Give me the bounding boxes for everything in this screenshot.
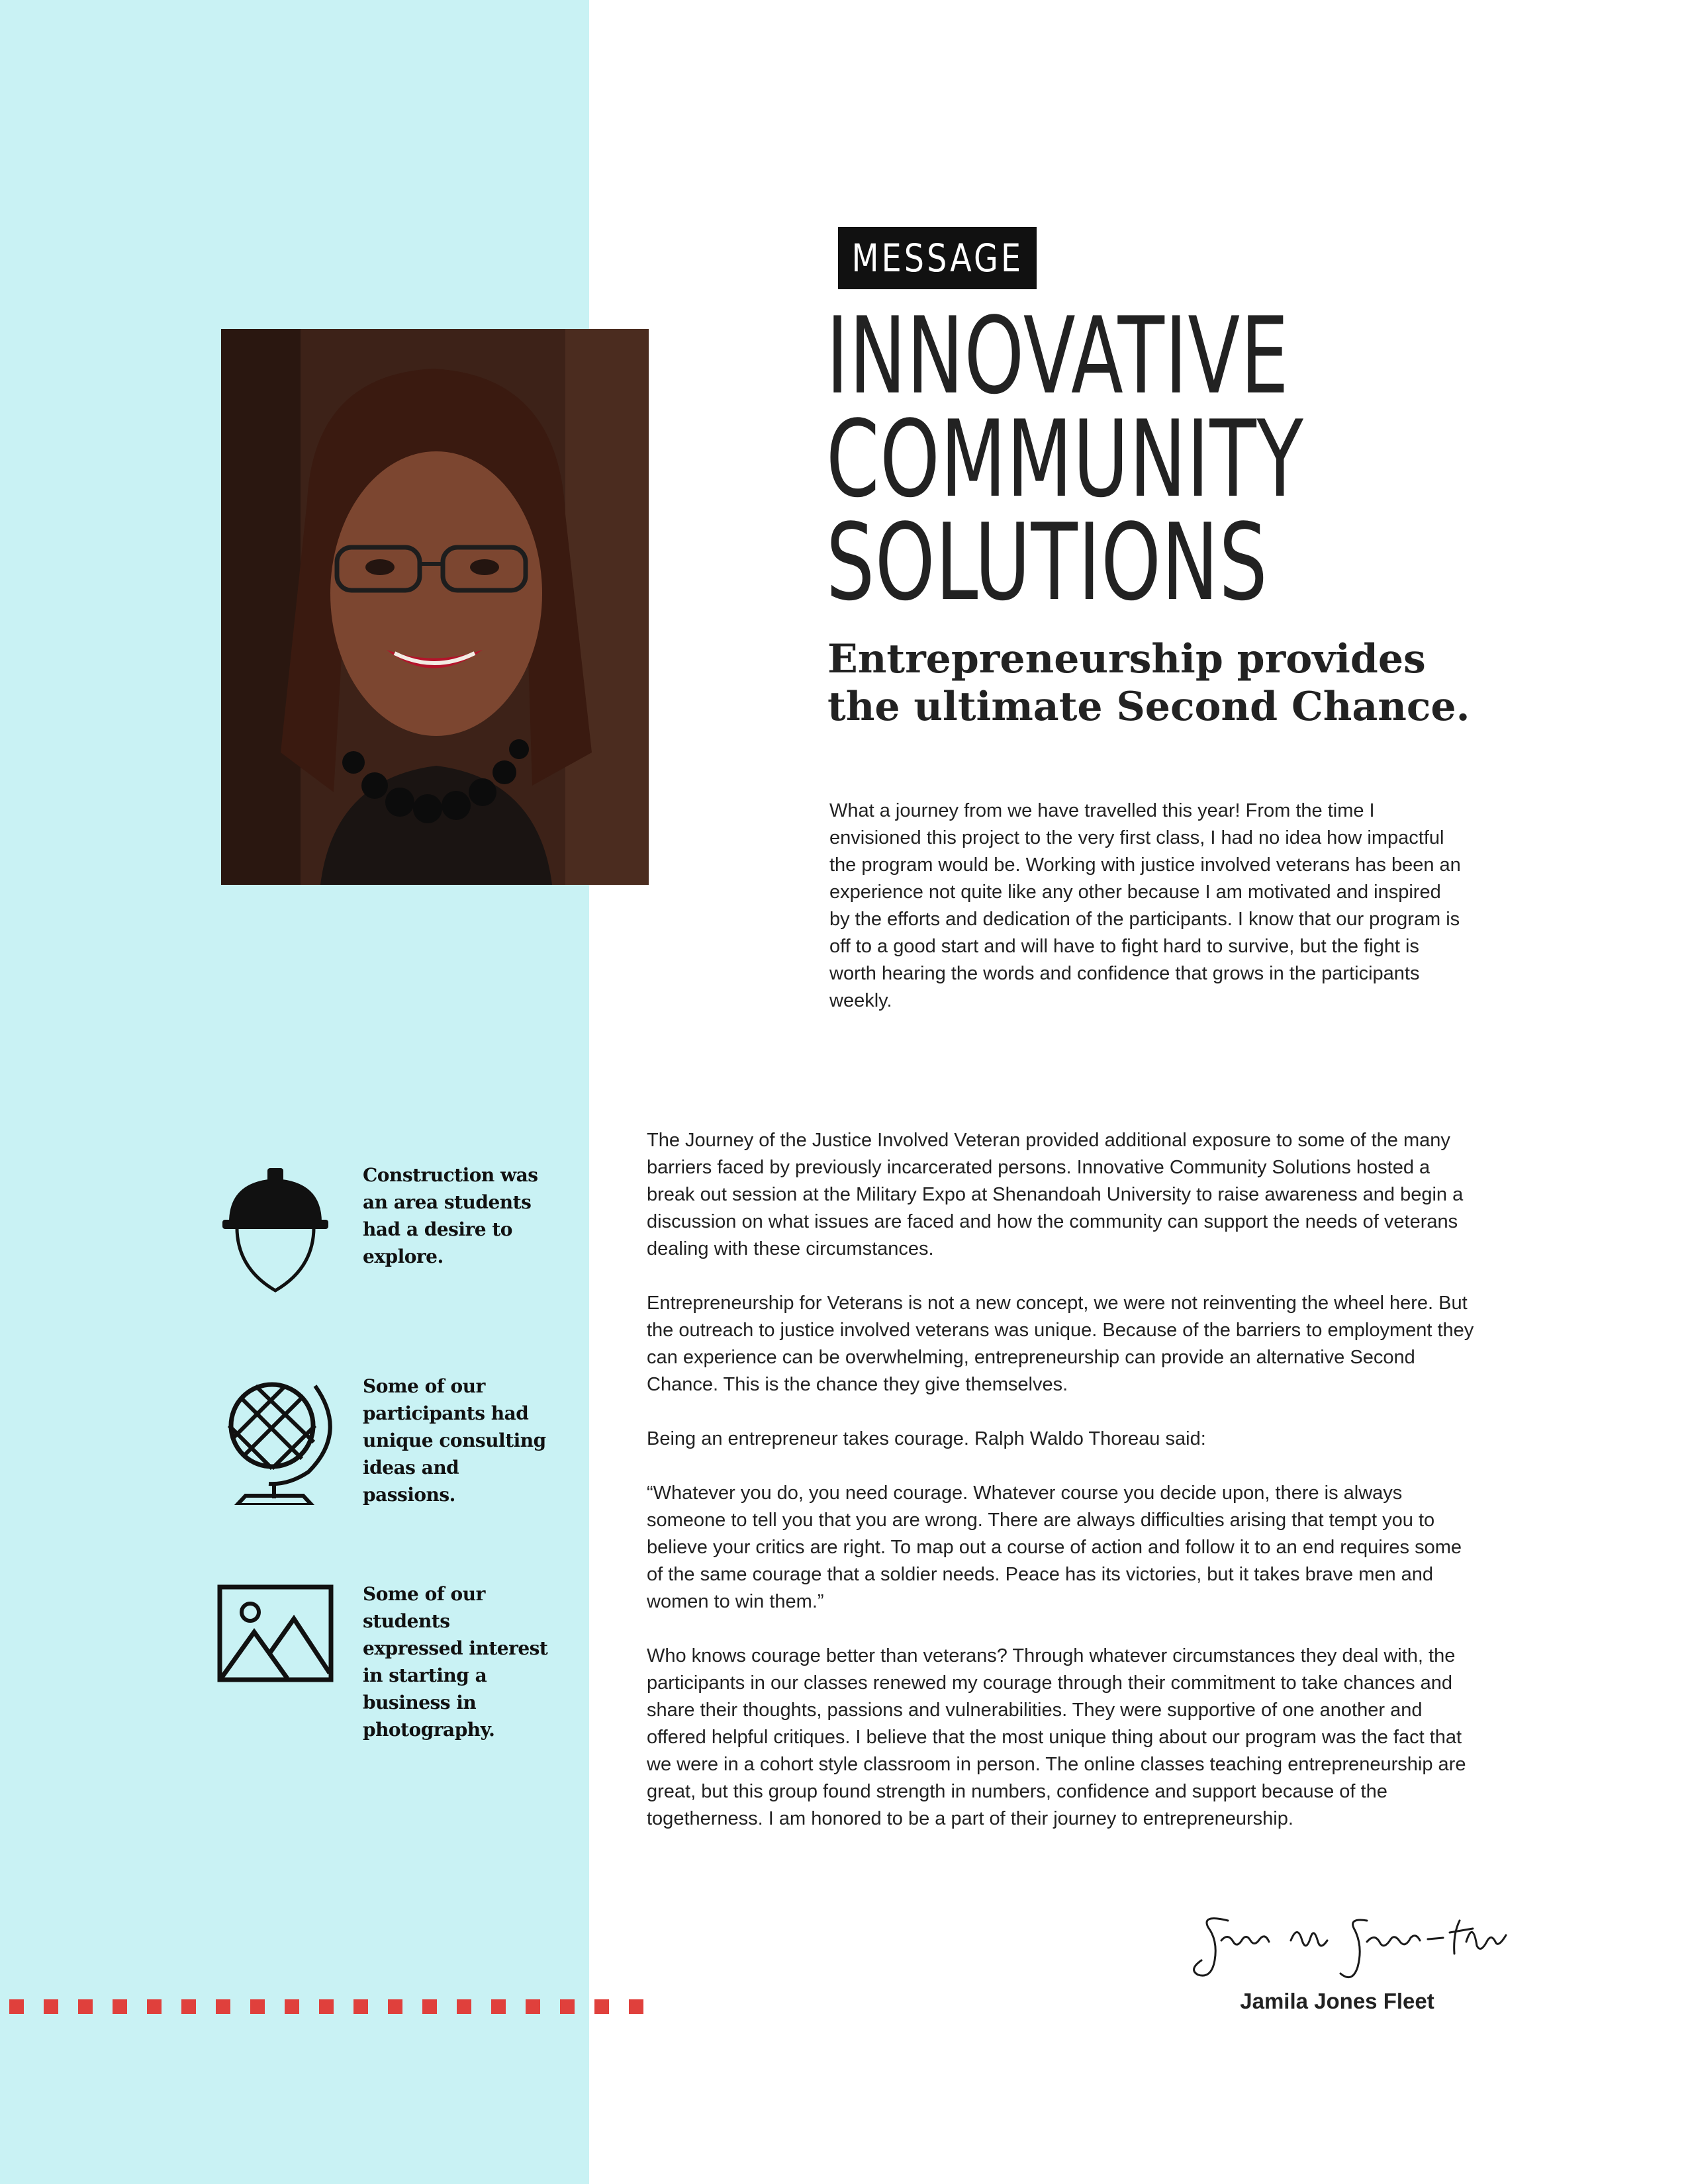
- title-line: SOLUTIONS: [826, 500, 1268, 624]
- sidebar-item-photography: [216, 1580, 560, 1741]
- signer-name: Jamila Jones Fleet: [1240, 1989, 1434, 2013]
- body-paragraph: The Journey of the Justice Involved Veteran provided additional exposure to some of the many barriers faced by previously incarcerated persons. Innovative Community Solutions hosted a break out session at the Military Expo at Shenandoah University to raise awareness and begin a discussion on what issues are faced and how the community can support the needs of veterans dealing with these circumstances.: [647, 1130, 1464, 1259]
- image-icon: [216, 1580, 335, 1726]
- author-photo: [221, 329, 649, 885]
- sidebar-caption: Some of our participants had unique consulting ideas and passions.: [363, 1375, 546, 1506]
- body-paragraph: Being an entrepreneur takes courage. Ralph Waldo Thoreau said:: [647, 1428, 1206, 1449]
- title-line: INNOVATIVE: [826, 294, 1289, 418]
- hard-hat-icon: [216, 1161, 335, 1307]
- title-line: COMMUNITY: [826, 397, 1304, 521]
- page-title: [826, 294, 1398, 624]
- sidebar-caption: Construction was an area students had a desire to explore.: [363, 1164, 538, 1267]
- article-body: [647, 1127, 1474, 1860]
- subtitle-line: the ultimate Second Chance.: [827, 684, 1470, 730]
- body-paragraph: Entrepreneurship for Veterans is not a new concept, we were not reinventing the wheel here. But the outreach to justice involved veterans was unique. Because of the barriers to employment they can experience can be overwhelming, entrepreneurship can provide an alternative Second Chance. This is the chance they give themselves.: [647, 1293, 1474, 1395]
- intro-paragraph: What a journey from we have travelled this year! From the time I envisioned this project to the very first class, I had no idea how impactful the program would be. Working with justice involved veterans has been an experience not quite like any other because I am motivated and inspired by the efforts and dedication of the participants. I know that our program is off to a good start and will have to fight hard to survive, but the fight is worth hearing the words and confidence that grows in the participants weekly.: [829, 800, 1461, 1011]
- left-color-band: [0, 0, 589, 2184]
- sidebar-item-construction: [216, 1161, 560, 1307]
- page-subtitle: [827, 635, 1556, 731]
- body-paragraph: “Whatever you do, you need courage. Whatever course you decide upon, there is always someone to tell you that you are wrong. There are always difficulties arising that tempt you to believe your critics are right. To map out a course of action and follow it to an end requires some of the same courage that a soldier needs. Peace has its victories, but it takes brave men and women to win them.”: [647, 1482, 1462, 1612]
- subtitle-line: Entrepreneurship provides: [827, 636, 1426, 682]
- sidebar-caption: Some of our students expressed interest in starting a business in photography.: [363, 1583, 548, 1741]
- decorative-dot-row: [9, 1999, 645, 2015]
- portrait-illustration: [221, 329, 649, 885]
- sidebar-item-consulting: [216, 1373, 560, 1518]
- body-paragraph: Who knows courage better than veterans? Through whatever circumstances they deal with, the participants in our classes renewed my courage through their commitment to take chances and share their thoughts, passions and vulnerabilities. They were supportive of one another and offered helpful critiques. I believe that the most unique thing about our program was the fact that we were in a cohort style classroom in person. The online classes teaching entrepreneurship are great, but this group found strength in numbers, confidence and support because of the togetherness. I am honored to be a part of their journey to entrepreneurship.: [647, 1645, 1466, 1829]
- globe-icon: [216, 1373, 335, 1518]
- section-tag: MESSAGE: [838, 227, 1037, 289]
- handwritten-signature: [1182, 1901, 1513, 1987]
